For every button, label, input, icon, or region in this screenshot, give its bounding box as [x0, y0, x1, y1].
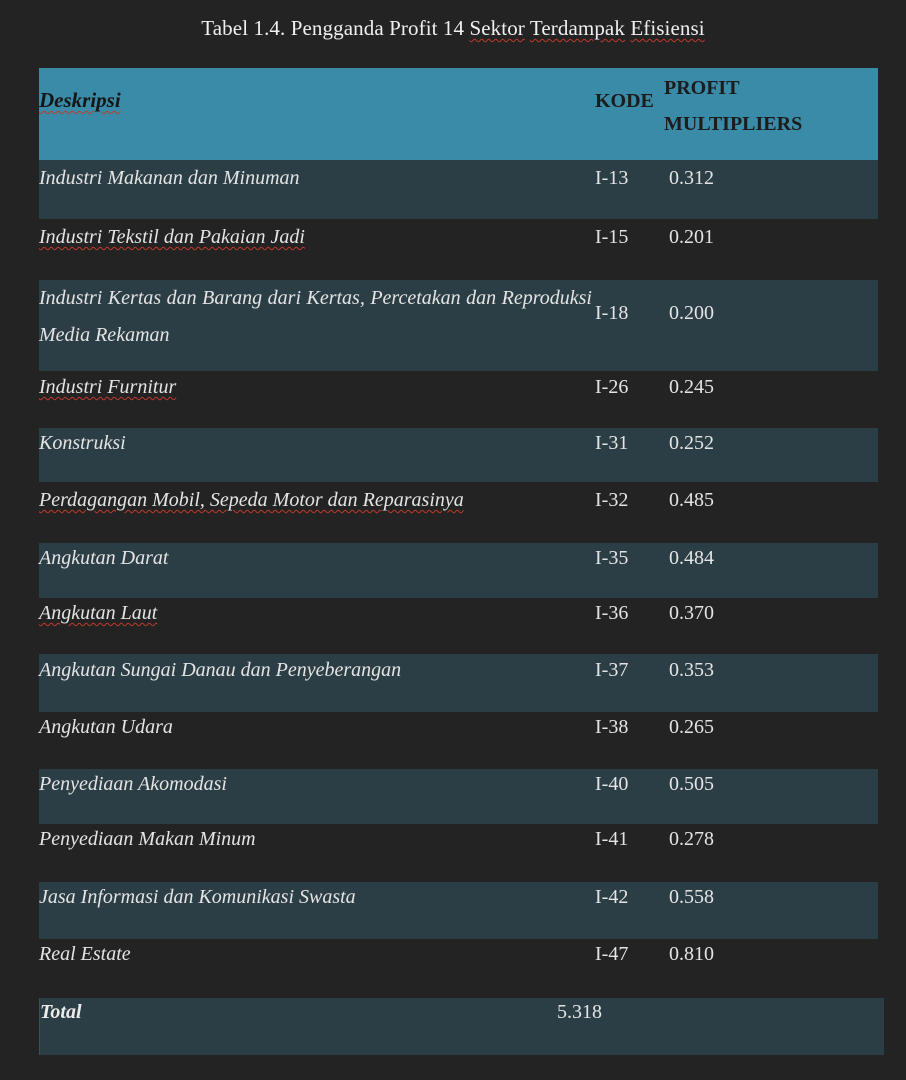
- row-kode: I-40: [595, 773, 629, 795]
- row-description: Industri Makanan dan Minuman: [39, 167, 300, 189]
- row-value: 0.505: [669, 773, 714, 795]
- row-kode: I-18: [595, 302, 629, 324]
- total-value: 5.318: [557, 1001, 602, 1023]
- row-description: Angkutan Sungai Danau dan Penyeberangan: [39, 659, 402, 681]
- row-value: 0.312: [669, 167, 714, 189]
- table-header: [39, 68, 878, 160]
- table-caption: [0, 16, 906, 41]
- table-row: [39, 824, 878, 882]
- row-description: Industri Kertas dan Barang dari Kertas, Percetakan dan Reproduksi Media Rekaman: [39, 287, 592, 346]
- row-kode: I-15: [595, 226, 629, 248]
- row-value: 0.252: [669, 432, 714, 454]
- row-value: 0.201: [669, 226, 714, 248]
- row-description: Real Estate: [39, 943, 131, 965]
- row-kode: I-36: [595, 602, 629, 624]
- row-kode: I-35: [595, 547, 629, 569]
- caption-word-efisiensi: Efisiensi: [630, 16, 705, 40]
- total-label: Total: [40, 1001, 82, 1023]
- table-row: [39, 769, 878, 824]
- caption-text: Tabel 1.4. Pengganda Profit 14: [201, 16, 470, 40]
- row-kode: I-26: [595, 376, 629, 398]
- row-value: 0.370: [669, 602, 714, 624]
- row-value: 0.278: [669, 828, 714, 850]
- header-deskripsi: Deskripsi: [39, 88, 121, 112]
- table-row: [39, 654, 878, 712]
- table-row: [39, 712, 878, 769]
- table-row: [39, 482, 878, 543]
- row-kode: I-13: [595, 167, 629, 189]
- total-row: [39, 998, 884, 1055]
- row-kode: I-31: [595, 432, 629, 454]
- row-value: 0.558: [669, 886, 714, 908]
- row-kode: I-41: [595, 828, 629, 850]
- row-kode: I-32: [595, 489, 629, 511]
- row-kode: I-42: [595, 886, 629, 908]
- row-description: Perdagangan Mobil, Sepeda Motor dan Reparasinya: [39, 489, 464, 511]
- row-kode: I-47: [595, 943, 629, 965]
- row-description: Angkutan Darat: [39, 547, 169, 569]
- table-row: [39, 219, 878, 280]
- row-description: Angkutan Laut: [39, 602, 158, 624]
- row-description: Penyediaan Akomodasi: [39, 773, 227, 795]
- row-description: Industri Tekstil dan Pakaian Jadi: [39, 226, 305, 248]
- table-row: [39, 882, 878, 939]
- profit-multiplier-table: [39, 68, 878, 998]
- caption-word-terdampak: Terdampak: [529, 16, 625, 40]
- table-row: [39, 598, 878, 654]
- table-row: [39, 428, 878, 482]
- row-value: 0.485: [669, 489, 714, 511]
- row-description: Industri Furnitur: [39, 376, 177, 398]
- row-value: 0.353: [669, 659, 714, 681]
- row-value: 0.810: [669, 943, 714, 965]
- table-row: [39, 371, 878, 428]
- caption-word-sektor: Sektor: [469, 16, 525, 40]
- table-row: [39, 160, 878, 219]
- row-kode: I-38: [595, 716, 629, 738]
- row-value: 0.265: [669, 716, 714, 738]
- row-description: Jasa Informasi dan Komunikasi Swasta: [39, 886, 356, 908]
- row-description: Penyediaan Makan Minum: [39, 828, 256, 850]
- header-kode: KODE: [595, 90, 654, 112]
- table-row: [39, 543, 878, 598]
- row-value: 0.484: [669, 547, 714, 569]
- row-value: 0.245: [669, 376, 714, 398]
- table-row: [39, 280, 878, 371]
- table-row: [39, 939, 878, 998]
- row-description: Angkutan Udara: [39, 716, 173, 738]
- row-value: 0.200: [669, 302, 714, 324]
- row-description: Konstruksi: [39, 432, 126, 454]
- header-profit-multipliers: PROFIT MULTIPLIERS: [664, 77, 803, 135]
- row-kode: I-37: [595, 659, 629, 681]
